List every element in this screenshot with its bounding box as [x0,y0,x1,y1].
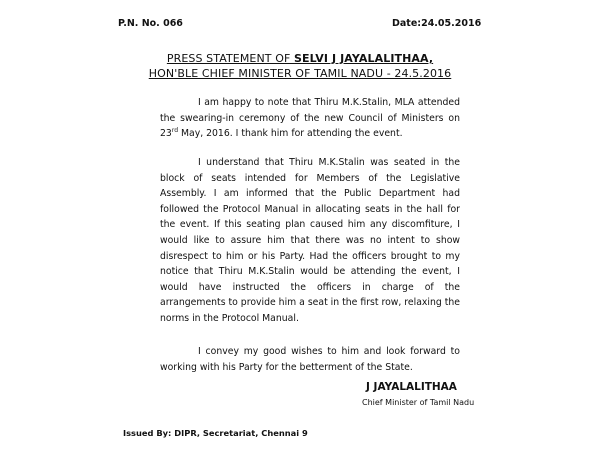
paragraph-1-text-b: May, 2016. I thank him for attending the event. [178,128,403,140]
paragraph-1-ordinal: rd [171,127,179,135]
title-name: SELVI J JAYALALITHAA, [294,52,434,65]
signatory-name: J JAYALALITHAA [366,381,457,393]
paragraph-2: I understand that Thiru M.K.Stalin was seated in the block of seats intended for Members of the Legislative Assembly. I am informed that the Public Department had followed the Protocol Manual in allocating seats in the hall for the event. If this seating plan caused him any discomfiture, I would like to assure him that there was no intent to show disrespect to him or his Party. Had the officers brought to my notice that Thiru M.K.Stalin would be attending the event, I would have instructed the officers in charge of the arrangements to provide him a seat in the first row, relaxing the norms in the Protocol Manual. [160,157,460,324]
press-note-date: Date:24.05.2016 [392,18,482,29]
title-prefix: PRESS STATEMENT OF [166,52,295,65]
title-line-1 [0,52,600,65]
paragraph-3: I convey my good wishes to him and look forward to working with his Party for the betterment of the State. [160,346,460,373]
title-line-2: HON'BLE CHIEF MINISTER OF TAMIL NADU - 24.5.2016 [148,67,452,80]
paragraph-1 [160,95,460,142]
press-note-number: P.N. No. 066 [118,18,183,29]
issued-by: Issued By: DIPR, Secretariat, Chennai 9 [123,428,308,438]
paragraph-1-text-a: I am happy to note that Thiru M.K.Stalin, MLA attended the swearing-in ceremony of the new Council of Ministers on 23 [160,97,460,140]
signatory-title: Chief Minister of Tamil Nadu [362,398,475,407]
